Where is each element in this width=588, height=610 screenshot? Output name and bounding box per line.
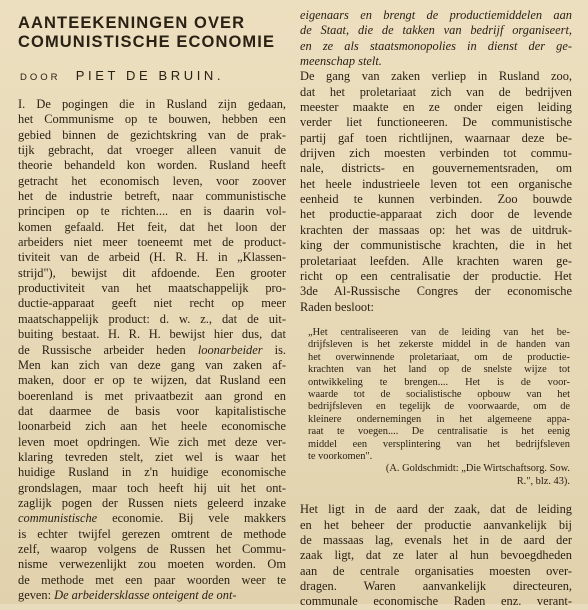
right-body-text-bottom <box>300 502 572 609</box>
byline-prefix: DOOR <box>20 72 61 83</box>
text-line: het heele industrieele leven tot een organische <box>300 176 572 191</box>
text-line: eigenaars en brengt de productiemiddelen aan <box>300 8 572 22</box>
text-line: nale, districts- en gouvernementsraden, om <box>300 161 572 176</box>
text-line: klaring tevreden stelt, ziet wel is waar het <box>18 449 286 464</box>
text-line: komen gefaald. Het feit, dat het loon der <box>18 219 286 234</box>
text-line: verder liet functioneeren. De communistische <box>300 115 572 130</box>
text-line: grondslagen, maar toch heeft hij uit het ont- <box>18 480 286 495</box>
title-line-2: COMUNISTISCHE ECONOMIE <box>18 33 276 51</box>
right-column <box>300 8 572 610</box>
text-line: theorie behandeld kon worden. Rusland heeft <box>18 158 286 173</box>
text-line: productiviteit van het maatschappelijk pro- <box>18 281 286 296</box>
text-line: communale economische Raden enz. verant- <box>300 594 572 609</box>
text-line: I. De pogingen die in Rusland zijn gedaan, <box>18 97 286 111</box>
text-line: Raden besloot: <box>300 299 374 314</box>
text-line: meenschap stelt. <box>300 54 382 69</box>
text-line: dat het proletariaat zich van de bedrijven <box>300 84 572 99</box>
right-body-text-top <box>300 8 572 315</box>
text-line: nisme verwezenlijkt zou moeten worden. Om <box>18 557 286 572</box>
quote-line: ontwikkeling te brengen.... Het is de voor- <box>308 376 570 388</box>
text-line: maken, door er op te wijzen, dat Rusland een <box>18 373 286 388</box>
text-line: de massaas lag, evenals het in de aard der <box>300 532 572 547</box>
quote-line: bedrijfsleven en tegelijk de voorwaarde, om de <box>308 401 570 413</box>
text-line: loonarbeid zich aan het heele economische <box>18 419 286 434</box>
text-line: leven moet opdringen. Wie zich met deze ver- <box>18 434 286 449</box>
text-line: dat daarmee de basis voor kapitalistische <box>18 403 286 418</box>
text-line: strijd"), bewijst dit afdoende. Een grooter <box>18 265 286 280</box>
quote-line: kleinere ondernemingen in het algemeene appa- <box>308 413 570 425</box>
quote-line: drijfsleven is het zekerste middel in de handen van <box>308 339 570 351</box>
text-line: het de industrie betreft, naar communistische <box>18 189 286 204</box>
text-line: buiting bestaat. H. R. H. bewijst hier dus, dat <box>18 327 286 342</box>
text-line: Men kan zich van deze gang van zaken af- <box>18 357 286 372</box>
text-line: 3de Al-Russische Congres der economische <box>300 284 572 299</box>
text-line: aan de centrale organisaties moesten over- <box>300 563 572 578</box>
text-line: tiviteit van de arbeid (H. R. H. in „Klassen- <box>18 250 286 265</box>
text-line: getracht het economisch leven, voor zoover <box>18 173 286 188</box>
text-line: de Russische arbeider heden loonarbeider is. <box>18 342 286 357</box>
text-line: De gang van zaken verliep in Rusland zoo, <box>300 69 572 84</box>
text-line: het productie-apparaat zich door de levende <box>300 207 572 222</box>
block-quote <box>308 327 570 488</box>
quote-line: middel een versplintering van het bedrijfsleven <box>308 438 570 450</box>
quote-line: R.", blz. 43). <box>516 475 570 487</box>
left-body-text <box>18 97 286 603</box>
quote-line: raat te voegen.... De centralisatie is het eenig <box>308 426 570 438</box>
text-line: partij gaf toen richtlijnen, waarnaar deze be- <box>300 130 572 145</box>
text-line: de Staat, die de takken van bedrijf organiseert, <box>300 23 572 38</box>
article-title <box>18 14 286 52</box>
text-line: communistische economie. Bij vele makkers <box>18 511 286 526</box>
byline <box>20 68 286 83</box>
text-line: meester maakte en ze onder eigen leiding <box>300 100 572 115</box>
text-line: maatschappelijk product: d. w. z., dat de uit- <box>18 311 286 326</box>
quote-line: (A. Goldschmidt: „Die Wirtschaftsorg. Sow. <box>385 463 570 475</box>
quote-line: het overwinnende proletariaat, om de productie- <box>308 351 570 363</box>
quote-line: te voorkomen". <box>308 450 373 462</box>
text-line: eenheid te kunnen verbinden. Zoo bouwde <box>300 192 572 207</box>
text-line: ductie-apparaat geeft niet recht op meer <box>18 296 286 311</box>
text-line: en ze als staatsmonopolies in dienst der ge- <box>300 38 572 53</box>
text-line: arbeiders niet meer toeneemt met de product- <box>18 235 286 250</box>
emphasis-text: loonarbeider <box>197 342 263 357</box>
emphasis-text: communistische <box>18 511 98 526</box>
text-line: het Communisme op te bouwen, hebben een <box>18 112 286 127</box>
left-column <box>18 8 286 603</box>
emphasis-text: De arbeidersklasse onteigent de ont- <box>54 588 237 602</box>
text-line: krachten der massaas op: het was de uitdruk- <box>300 222 572 237</box>
text-line: principen op te richten.... en is daarin vol- <box>18 204 286 219</box>
text-line: dragen. Waren aanvankelijk directeuren, <box>300 578 572 593</box>
text-line: zaglijk pogen der Russen niets geleerd inzake <box>18 495 286 510</box>
text-line: geven: De arbeidersklasse onteigent de ont- <box>18 588 237 602</box>
author-name: PIET DE BRUIN. <box>75 68 225 83</box>
text-line: zaak ligt, dat ze later al hun bevoegdheden <box>300 548 572 563</box>
text-line: drijven zich moesten verbinden tot commu- <box>300 146 572 161</box>
text-line: de methode met een paar woorden weer te <box>18 572 286 587</box>
quote-line: „Het centraliseeren van de leiding van het be- <box>308 326 570 338</box>
text-line: proletariaat leefden. Alle krachten waren ge- <box>300 253 572 268</box>
text-line: Het ligt in de aard der zaak, dat de leiding <box>300 502 572 517</box>
text-line: gebied binnen de gezichtskring van de prak- <box>18 127 286 142</box>
quote-line: krachten van het land op de snelste wijze tot <box>308 364 570 376</box>
text-line: tijk gebracht, dat vroeger alleen vanuit de <box>18 143 286 158</box>
text-line: is echter twijfel gerezen omtrent de methode <box>18 526 286 541</box>
text-line: boerenland is met privaatbezit aan grond en <box>18 388 286 403</box>
text-line: king der communistische krachten, die in het <box>300 238 572 253</box>
text-line: richt op een centralisatie der productie. Het <box>300 268 572 283</box>
text-line: huidige Rusland in z'n huidige economische <box>18 465 286 480</box>
text-line: zelf, waarop volgens de Russen het Commu- <box>18 541 286 556</box>
quote-line: waarde tot de socialistische opbouw van het <box>308 388 570 400</box>
title-line-1: AANTEEKENINGEN OVER <box>18 14 246 32</box>
text-line: en het beheer der productie aanvankelijk bij <box>300 517 572 532</box>
